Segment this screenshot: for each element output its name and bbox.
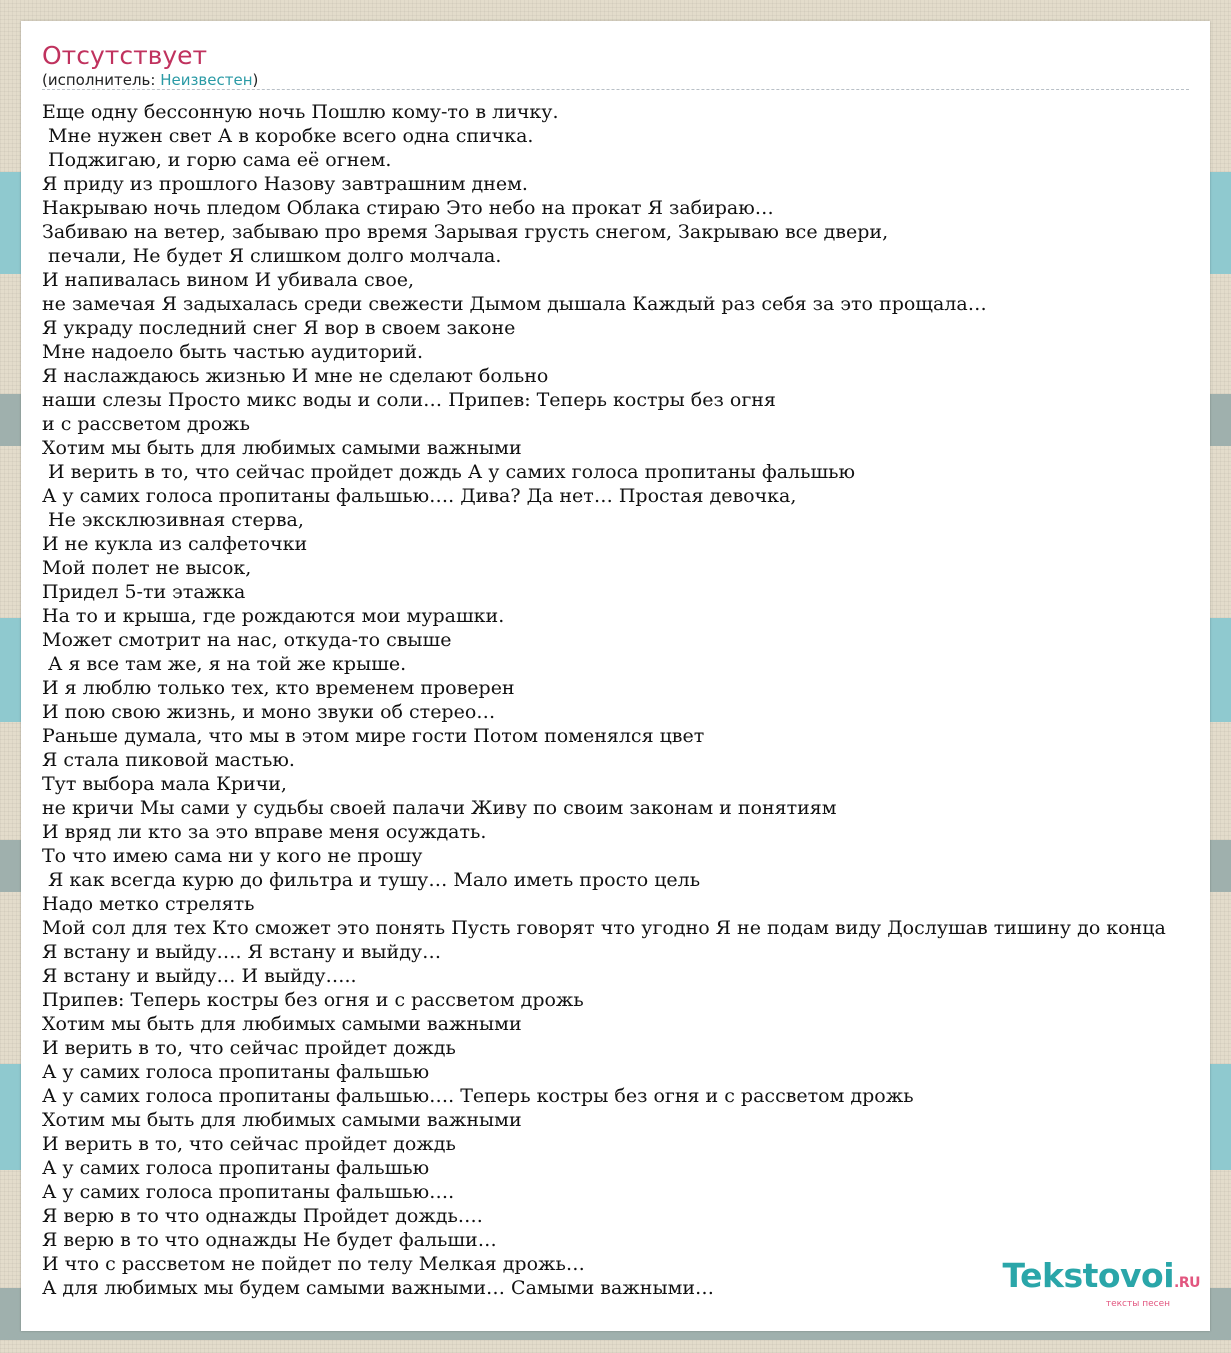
lyric-line: И напивалась вином И убивала свое, [42,269,415,291]
lyric-line: наши слезы Просто микс воды и соли… Припев: Теперь костры без огня [42,389,776,411]
lyric-line: Мой полет не высок, [42,557,252,579]
lyric-line: А для любимых мы будем самыми важными… Самыми важными… [42,1277,715,1299]
lyric-line: Надо метко стрелять [42,893,255,915]
lyric-line: Я встану и выйду…. Я встану и выйду… [42,941,442,963]
lyric-line: Я стала пиковой мастью. [42,749,295,771]
logo-tld: .RU [1174,1275,1200,1291]
lyric-line: И я люблю только тех, кто временем проверен [42,677,515,699]
lyric-line: Накрываю ночь пледом Облака стираю Это небо на прокат Я забираю… [42,197,774,219]
lyric-line: Хотим мы быть для любимых самыми важными [42,1109,522,1131]
lyric-line: А у самих голоса пропитаны фальшью…. [42,1181,455,1203]
lyric-line: На то и крыша, где рождаются мои мурашки. [42,605,505,627]
lyric-line: И не кукла из салфеточки [42,533,308,555]
lyric-line: А у самих голоса пропитаны фальшью [42,1157,430,1179]
logo-tagline: тексты песен [1105,1299,1170,1309]
lyric-line: Я встану и выйду… И выйду….. [42,965,357,987]
lyric-line: Я как всегда курю до фильтра и тушу… Мало иметь просто цель [42,869,701,891]
lyric-line: А у самих голоса пропитаны фальшью…. Дива? Да нет… Простая девочка, [42,485,797,507]
artist-prefix: (исполнитель: [42,71,161,89]
lyric-line: А у самих голоса пропитаны фальшью…. Теперь костры без огня и с рассветом дрожь [42,1085,914,1107]
lyric-line: Я верю в то что однажды Не будет фальши… [42,1229,497,1251]
lyric-line: Хотим мы быть для любимых самыми важными [42,437,522,459]
lyric-line: Забиваю на ветер, забываю про время Зарывая грусть снегом, Закрываю все двери, [42,221,889,243]
site-logo[interactable] [1002,1258,1200,1309]
lyrics-card [21,21,1210,1331]
lyric-line: печали, Не будет Я слишком долго молчала. [42,245,502,267]
lyric-line: Мне надоело быть частью аудиторий. [42,341,424,363]
lyric-line: Хотим мы быть для любимых самыми важными [42,1013,522,1035]
lyric-line: Раньше думала, что мы в этом мире гости Потом поменялся цвет [42,725,705,747]
lyric-line: И вряд ли кто за это вправе меня осуждать. [42,821,487,843]
lyric-line: Придел 5-ти этажка [42,581,246,603]
lyric-line: И верить в то, что сейчас пройдет дождь [42,1037,456,1059]
artist-link[interactable]: Неизвестен [160,71,253,89]
header-divider [42,89,1189,90]
lyric-line: Не эксклюзивная стерва, [42,509,304,531]
lyric-line: Мне нужен свет А в коробке всего одна спичка. [42,125,534,147]
lyric-line: Я верю в то что однажды Пройдет дождь…. [42,1205,483,1227]
lyric-line: И пою свою жизнь, и моно звуки об стерео… [42,701,496,723]
lyric-line: Тут выбора мала Кричи, [42,773,287,795]
lyric-line: не кричи Мы сами у судьбы своей палачи Живу по своим законам и понятиям [42,797,837,819]
lyric-line: И верить в то, что сейчас пройдет дождь [42,1133,456,1155]
lyric-line: А у самих голоса пропитаны фальшью [42,1061,430,1083]
song-title: Отсутствует [42,41,208,70]
lyric-line: Припев: Теперь костры без огня и с рассветом дрожь [42,989,584,1011]
lyric-line: И что с рассветом не пойдет по телу Мелкая дрожь… [42,1253,585,1275]
lyric-line: и с рассветом дрожь [42,413,250,435]
lyric-line: не замечая Я задыхалась среди свежести Дымом дышала Каждый раз себя за это прощала… [42,293,987,315]
artist-line [42,71,258,89]
lyric-line: Я приду из прошлого Назову завтрашним днем. [42,173,528,195]
lyric-line: То что имею сама ни у кого не прошу [42,845,423,867]
logo-name: Tekstovoi [1002,1256,1175,1295]
background-stripe [0,1340,1231,1353]
lyric-line: Мой сол для тех Кто сможет это понять Пусть говорят что угодно Я не подам виду Дослушав тишину до конца [42,917,1166,939]
lyric-line: Может смотрит на нас, откуда-то свыше [42,629,452,651]
artist-suffix: ) [252,71,259,89]
lyric-line: Я украду последний снег Я вор в своем законе [42,317,516,339]
lyric-line: Еще одну бессонную ночь Пошлю кому-то в личку. [42,101,559,123]
lyrics-text [42,100,1231,1300]
lyric-line: А я все там же, я на той же крыше. [42,653,407,675]
lyric-line: Поджигаю, и горю сама её огнем. [42,149,392,171]
lyric-line: И верить в то, что сейчас пройдет дождь А у самих голоса пропитаны фальшью [42,461,856,483]
lyric-line: Я наслаждаюсь жизнью И мне не сделают больно [42,365,549,387]
